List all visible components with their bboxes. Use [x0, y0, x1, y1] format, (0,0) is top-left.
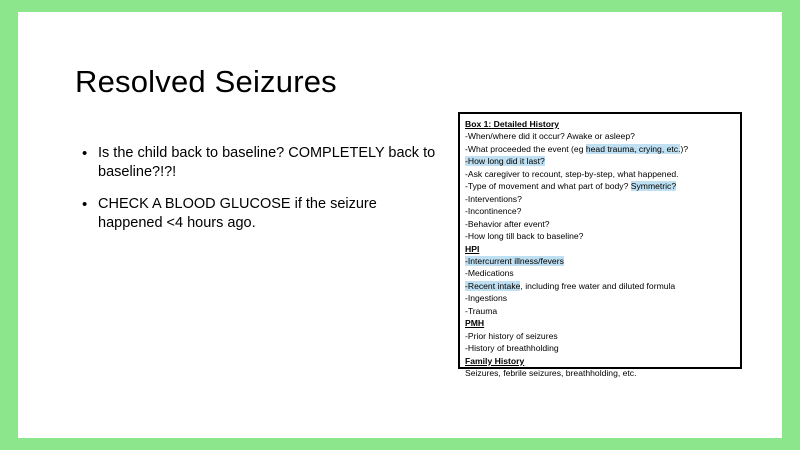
box-line	[465, 292, 735, 304]
box-line-text: -When/where did it occur? Awake or asleep?	[465, 131, 635, 142]
box-line-text: -Behavior after event?	[465, 218, 550, 229]
box-line-text: Seizures, febrile seizures, breathholding, etc.	[465, 368, 637, 379]
box-line	[465, 305, 735, 317]
highlighted-text: Symmetric?	[630, 181, 677, 192]
box-line-text: , including free water and diluted formula	[520, 280, 676, 291]
box-section-header-text: HPI	[465, 243, 480, 254]
highlighted-text: -Recent intake	[465, 280, 521, 291]
box-line	[465, 255, 735, 267]
box-line	[465, 267, 735, 279]
box-section-header	[465, 243, 735, 255]
box-line-text: -Ask caregiver to recount, step-by-step, what happened.	[465, 168, 679, 179]
box-line-list	[465, 130, 735, 379]
box-section-header-text: PMH	[465, 318, 485, 329]
detailed-history-box	[458, 112, 742, 379]
bullet-marker: •	[82, 195, 88, 213]
box-line	[465, 330, 735, 342]
box-line	[465, 130, 735, 142]
list-item	[80, 195, 440, 234]
slide-canvas	[18, 12, 782, 438]
list-item	[80, 144, 440, 183]
box-line-text: -Interventions?	[465, 193, 522, 204]
box-line	[465, 168, 735, 180]
list-item-text: Is the child back to baseline? COMPLETELY back to baseline?!?!	[98, 145, 436, 181]
bullet-marker: •	[82, 145, 88, 162]
box-line-text: -Prior history of seizures	[465, 330, 558, 341]
box-line	[465, 218, 735, 230]
box-line	[465, 143, 735, 155]
box-line	[465, 205, 735, 217]
bullet-list	[80, 144, 440, 245]
box-line-text: -Trauma	[465, 305, 498, 316]
box-line-text: )?	[680, 143, 689, 154]
highlighted-text: head trauma, crying, etc.	[585, 143, 681, 154]
box-line	[465, 280, 735, 292]
box-line-text: -What proceeded the event (eg	[465, 143, 586, 154]
box-heading: Box 1: Detailed History	[465, 119, 560, 129]
box-section-header-text: Family History	[465, 355, 525, 366]
box-line	[465, 155, 735, 167]
box-section-header	[465, 355, 735, 367]
page-title: Resolved Seizures	[75, 64, 337, 99]
highlighted-text: -Intercurrent illness/fevers	[465, 255, 564, 266]
box-line-text: -Type of movement and what part of body?	[465, 181, 631, 192]
box-line-text: -Incontinence?	[465, 206, 522, 217]
box-line	[465, 230, 735, 242]
box-line-text: -History of breathholding	[465, 343, 559, 354]
box-line	[465, 193, 735, 205]
box-section-header	[465, 317, 735, 329]
box-line	[465, 180, 735, 192]
box-line	[465, 342, 735, 354]
box-line-text: -Ingestions	[465, 293, 508, 304]
box-line	[465, 367, 735, 379]
highlighted-text: -How long did it last?	[465, 156, 545, 167]
box-line-text: -How long till back to baseline?	[465, 231, 584, 242]
list-item-text: CHECK A BLOOD GLUCOSE if the seizure happened <4 hours ago.	[98, 195, 377, 231]
box-line-text: -Medications	[465, 268, 514, 279]
